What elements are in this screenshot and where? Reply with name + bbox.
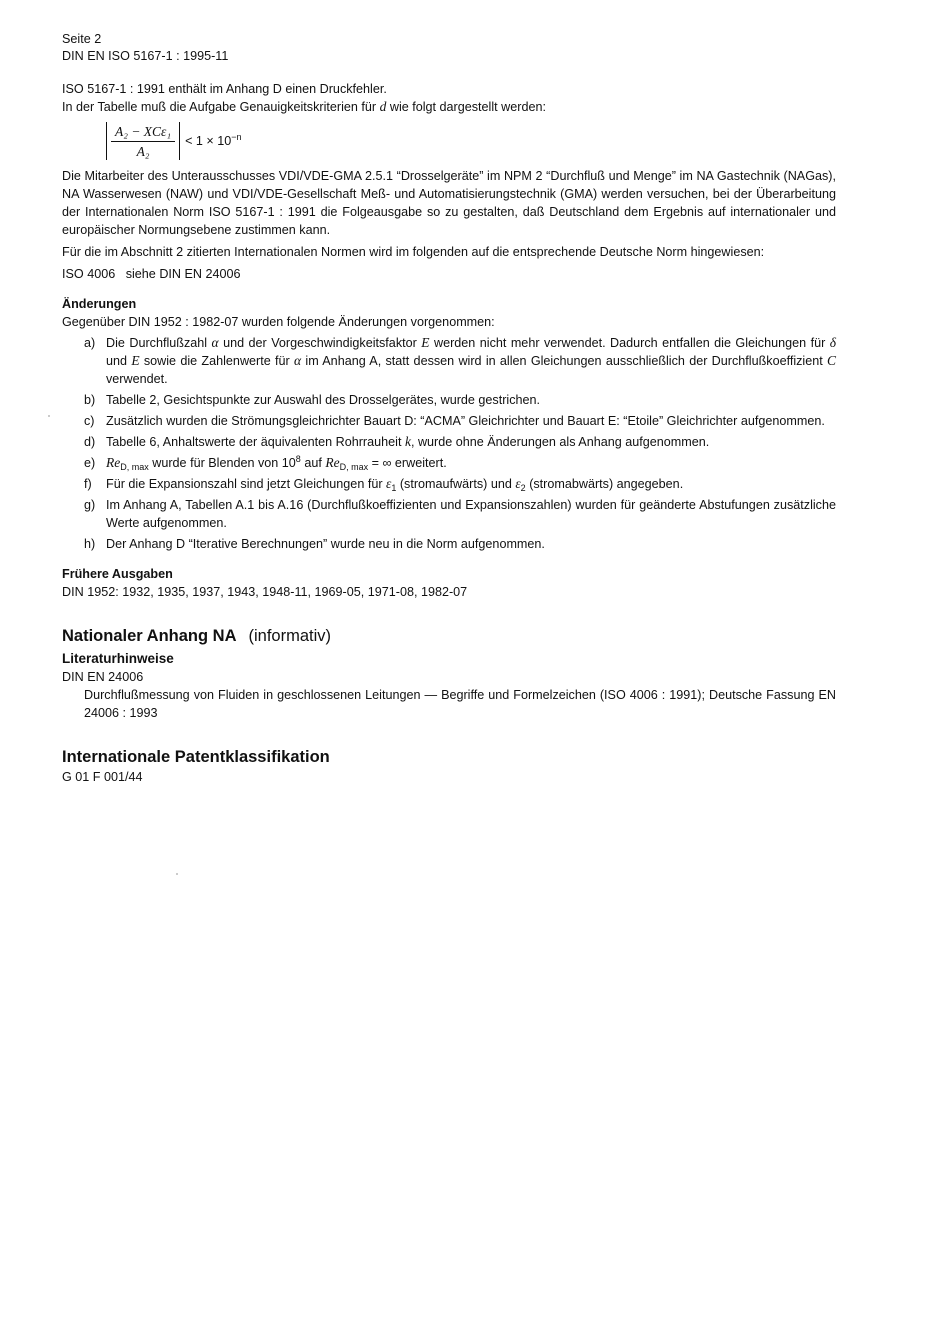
list-label: c) (84, 414, 95, 428)
var-delta: δ (829, 335, 837, 350)
patent-code: G 01 F 001/44 (62, 770, 143, 784)
list-text (106, 433, 836, 451)
literature-ref-id: DIN EN 24006 (62, 670, 144, 684)
body-paragraph-2: Für die im Abschnitt 2 zitierten Internationalen Normen wird im folgenden auf die entsprechende Deutsche Norm hingewiesen: (62, 245, 765, 259)
list-item (84, 475, 836, 493)
var-epsilon: ε (515, 476, 521, 491)
text-run: Die Durchflußzahl (106, 336, 208, 350)
list-text (106, 454, 836, 472)
annex-subtitle: (informativ) (248, 627, 331, 645)
var-d: d (379, 99, 387, 114)
page-number: Seite 2 (62, 32, 102, 46)
list-item (84, 334, 836, 388)
text-run: auf (304, 456, 322, 470)
standard-id: DIN EN ISO 5167-1 : 1995-11 (62, 49, 229, 63)
scan-speck (48, 415, 50, 417)
intro-line-2 (62, 98, 836, 116)
list-text (106, 334, 836, 388)
annex-title (62, 625, 836, 647)
text-run: (stromabwärts) angegeben. (529, 477, 684, 491)
text-run: und (106, 354, 128, 368)
list-text: Im Anhang A, Tabellen A.1 bis A.16 (Durchflußkoeffizienten und Expansionszahlen) wurden für geänderte Abstufungen zusätzliche Werte aufgenommen. (106, 498, 836, 530)
literature-ref-text: Durchflußmessung von Fluiden in geschlossenen Leitungen — Begriffe und Formelzeichen (ISO 4006 : 1991); Deutsche Fassung EN 24006 : 1993 (84, 688, 836, 720)
list-text: Tabelle 2, Gesichtspunkte zur Auswahl des Drosselgerätes, wurde gestrichen. (106, 393, 541, 407)
text-run: und der Vorgeschwindigkeitsfaktor (223, 336, 417, 350)
text-run: = ∞ erweitert. (371, 456, 447, 470)
list-label: g) (84, 498, 96, 512)
list-label: f) (84, 477, 92, 491)
document-page (62, 31, 836, 786)
page-header (62, 31, 836, 65)
scan-speck (176, 873, 178, 875)
text-run: , wurde ohne Änderungen als Anhang aufgenommen. (410, 435, 710, 449)
list-label: d) (84, 435, 96, 449)
list-item (84, 412, 836, 430)
annex-title-main: Nationaler Anhang NA (62, 627, 237, 645)
accuracy-formula (106, 121, 836, 161)
list-label: a) (84, 336, 96, 350)
intro-line-1: ISO 5167-1 : 1991 enthält im Anhang D einen Druckfehler. (62, 82, 387, 96)
previous-editions-heading: Frühere Ausgaben (62, 567, 173, 581)
list-item (84, 391, 836, 409)
formula-denominator: A₂ (136, 143, 150, 159)
text-run: wurde für Blenden von 10 (152, 456, 296, 470)
list-item (84, 496, 836, 532)
var-k: k (404, 434, 411, 449)
list-text: Zusätzlich wurden die Strömungsgleichrichter Bauart D: “ACMA” Gleichrichter und Bauart E: “Etoile” Gleichrichter aufgenommen. (106, 414, 825, 428)
formula-rhs-base: < 1 × 10 (185, 134, 232, 148)
previous-editions-text: DIN 1952: 1932, 1935, 1937, 1943, 1948-11, 1969-05, 1971-08, 1982-07 (62, 585, 468, 599)
absolute-value-bars (106, 122, 180, 160)
formula-fraction (111, 123, 175, 160)
subscript: 1 (391, 483, 397, 493)
intro-line-2-suffix: wie folgt dargestellt werden: (389, 100, 546, 114)
superscript: 8 (295, 454, 301, 464)
var-e: E (131, 353, 140, 368)
subscript: D, max (120, 462, 149, 472)
formula-exponent: −n (231, 132, 242, 142)
var-alpha: α (211, 335, 219, 350)
text-run: (stromaufwärts) und (399, 477, 512, 491)
var-alpha: α (294, 353, 302, 368)
reference-line: ISO 4006 siehe DIN EN 24006 (62, 267, 241, 281)
changes-list (62, 334, 836, 553)
var-epsilon: ε (386, 476, 392, 491)
changes-heading: Änderungen (62, 297, 137, 311)
list-label: e) (84, 456, 96, 470)
list-text: Der Anhang D “Iterative Berechnungen” wurde neu in die Norm aufgenommen. (106, 537, 545, 551)
list-text (106, 475, 836, 493)
var-re: Re (325, 455, 340, 470)
body-paragraph-1: Die Mitarbeiter des Unterausschusses VDI/VDE-GMA 2.5.1 “Drosselgeräte” im NPM 2 “Durchfluß und Menge” im NA Gastechnik (NAGas), NA Wasserwesen (NAW) und VDI/VDE-Gesellschaft Meß- und Automatisierungstechnik (GMA) werden versuchen, bei der Überarbeitung der Internationalen Norm ISO 5167-1 : 1991 die Folgeausgabe so zu gestalten, daß Deutschland dem Ergebnis auf internationaler und europäischer Normungsebene zustimmen kann. (62, 169, 836, 237)
formula-rhs (185, 132, 241, 150)
patent-heading: Internationale Patentklassifikation (62, 748, 330, 766)
list-item (84, 535, 836, 553)
formula-numerator: A₂ − XCε₁ (111, 123, 175, 142)
literature-heading: Literaturhinweise (62, 651, 174, 666)
list-label: b) (84, 393, 96, 407)
var-re: Re (106, 455, 121, 470)
list-item (84, 433, 836, 451)
changes-intro: Gegenüber DIN 1952 : 1982-07 wurden folgende Änderungen vorgenommen: (62, 315, 495, 329)
intro-line-2-prefix: In der Tabelle muß die Aufgabe Genauigkeitskriterien für (62, 100, 377, 114)
text-run: verwendet. (106, 372, 168, 386)
text-run: Für die Expansionszahl sind jetzt Gleichungen für (106, 477, 383, 491)
list-item (84, 454, 836, 472)
var-c: C (827, 353, 837, 368)
text-run: im Anhang A, statt dessen wird in allen Gleichungen ausschließlich der Durchflußkoeffizient (305, 354, 823, 368)
text-run: werden nicht mehr verwendet. Dadurch entfallen die Gleichungen für (434, 336, 826, 350)
text-run: Tabelle 6, Anhaltswerte der äquivalenten Rohrrauheit (106, 435, 402, 449)
subscript: 2 (520, 483, 526, 493)
subscript: D, max (339, 462, 369, 472)
text-run: sowie die Zahlenwerte für (143, 354, 290, 368)
var-e: E (421, 335, 430, 350)
list-label: h) (84, 537, 96, 551)
